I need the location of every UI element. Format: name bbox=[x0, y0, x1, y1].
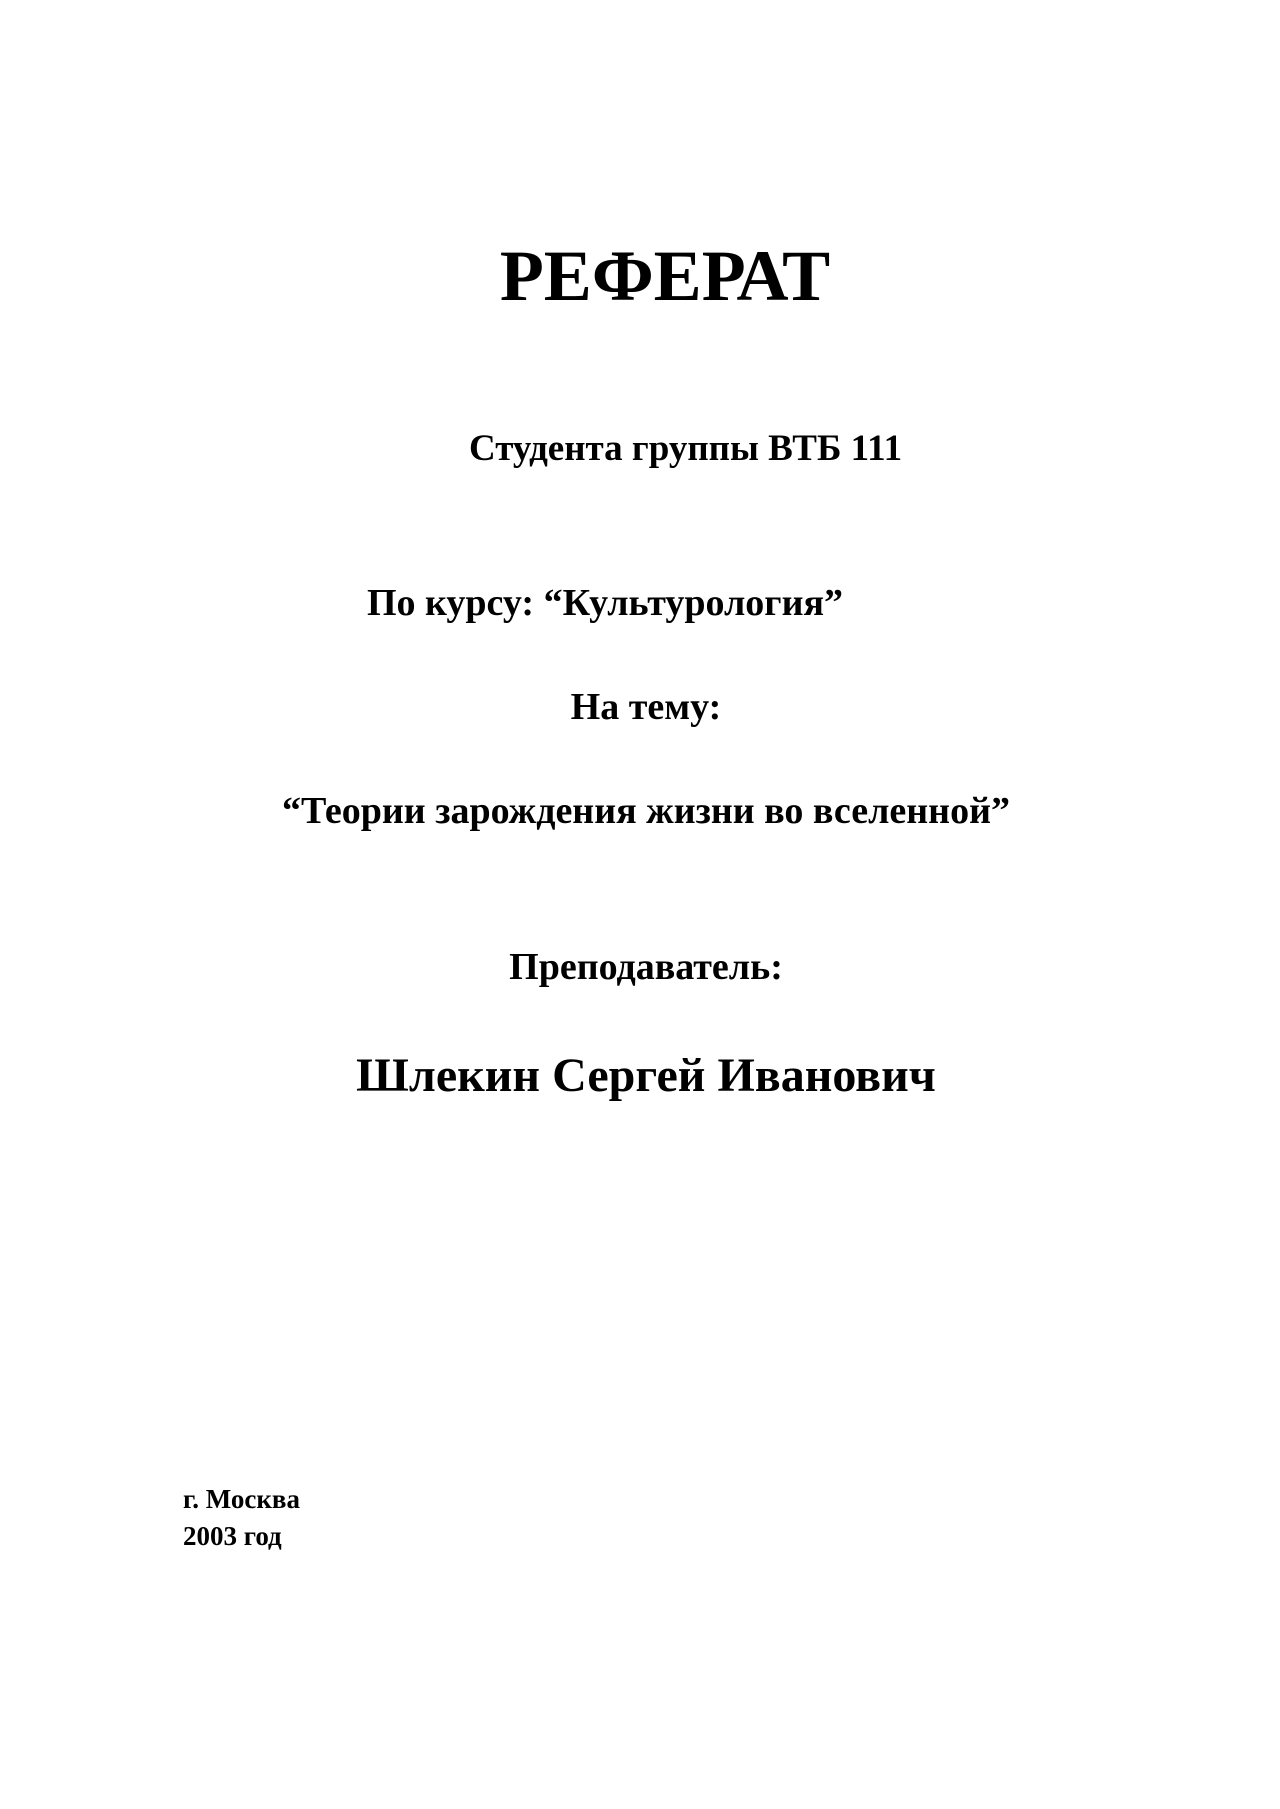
teacher-label: Преподаватель: bbox=[509, 946, 783, 988]
course-line: По курсу: “Культурология” bbox=[367, 582, 844, 624]
student-group-line: Студента группы ВТБ 111 bbox=[469, 428, 903, 469]
document-title: РЕФЕРАТ bbox=[499, 236, 831, 316]
city-line: г. Москва bbox=[183, 1484, 300, 1514]
year-line: 2003 год bbox=[183, 1521, 282, 1551]
teacher-name: Шлекин Сергей Иванович bbox=[356, 1049, 936, 1102]
topic-title: “Теории зарождения жизни во вселенной” bbox=[282, 790, 1010, 832]
topic-label: На тему: bbox=[570, 686, 722, 728]
